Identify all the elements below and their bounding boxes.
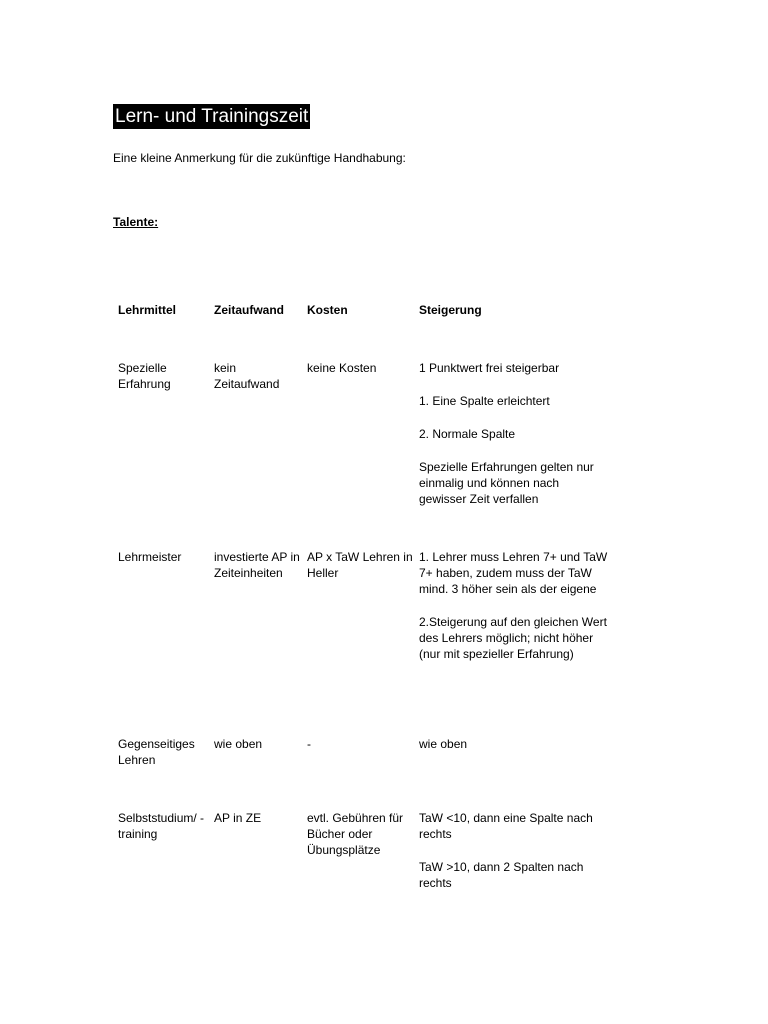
table-cell-kosten: evtl. Gebühren für Bücher oder Übungsplätze [307,811,404,857]
steigerung-paragraph: wie oben [419,737,468,751]
steigerung-paragraph: 1 Punktwert frei steigerbar [419,361,560,375]
table-cell-steigerung [419,549,609,662]
table-cell-lehrmittel: Gegenseitiges Lehren [118,737,195,767]
steigerung-paragraph: TaW <10, dann eine Spalte nach rechts [419,811,593,841]
intro-text: Eine kleine Anmerkung für die zukünftige Handhabung: [113,151,406,165]
table-cell-zeitaufwand: kein Zeitaufwand [214,361,280,391]
steigerung-paragraph: 2.Steigerung auf den gleichen Wert des Lehrers möglich; nicht höher (nur mit spezieller Erfahrung) [419,615,607,661]
column-header-steigerung: Steigerung [419,303,482,317]
page-title: Lern- und Trainingszeit [115,106,309,127]
table-cell-zeitaufwand: wie oben [214,737,263,751]
section-heading: Talente: [113,215,159,229]
steigerung-paragraph: 1. Lehrer muss Lehren 7+ und TaW 7+ haben, zudem muss der TaW mind. 3 höher sein als der eigene [419,550,608,596]
table-cell-kosten: keine Kosten [307,361,377,375]
table-cell-lehrmittel: Lehrmeister [118,550,182,564]
column-header-kosten: Kosten [307,303,348,317]
column-header-zeitaufwand: Zeitaufwand [214,303,285,317]
table-cell-zeitaufwand: AP in ZE [214,811,262,825]
steigerung-paragraph: Spezielle Erfahrungen gelten nur einmalig und können nach gewisser Zeit verfallen [419,460,594,506]
table-cell-lehrmittel: Spezielle Erfahrung [118,361,171,391]
table-cell-kosten: - [307,737,311,751]
steigerung-paragraph: 2. Normale Spalte [419,427,516,441]
table-cell-steigerung [419,736,609,752]
column-header-lehrmittel: Lehrmittel [118,303,177,317]
table-cell-lehrmittel: Selbststudium/ -training [118,811,205,841]
table-cell-steigerung [419,810,609,891]
table-cell-kosten: AP x TaW Lehren in Heller [307,550,413,580]
steigerung-paragraph: 1. Eine Spalte erleichtert [419,394,550,408]
table-cell-steigerung [419,360,609,507]
table-cell-zeitaufwand: investierte AP in Zeiteinheiten [214,550,300,580]
steigerung-paragraph: TaW >10, dann 2 Spalten nach rechts [419,860,584,890]
